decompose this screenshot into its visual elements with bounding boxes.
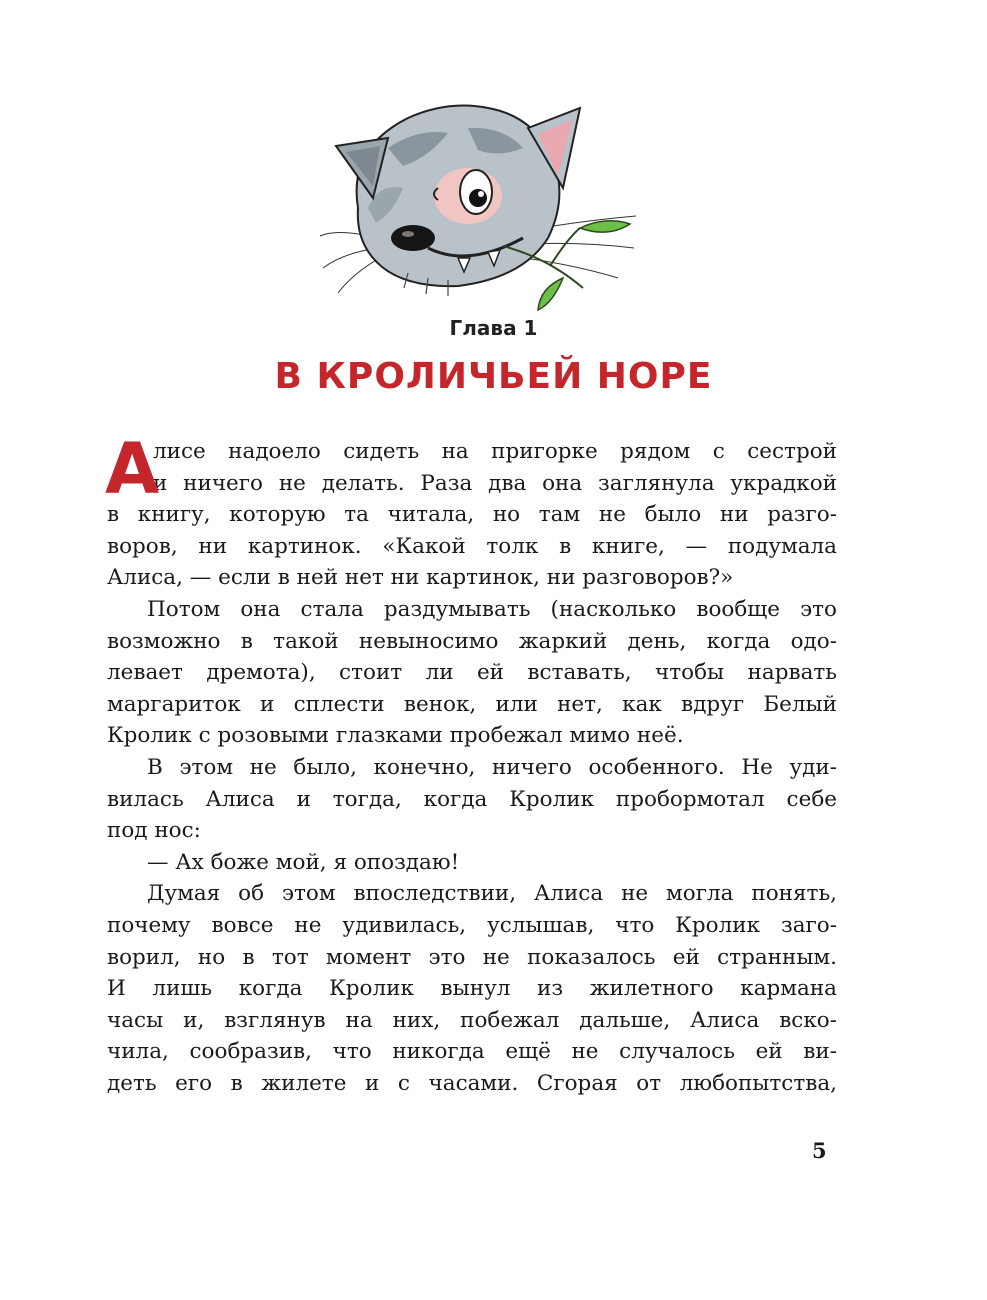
- text-line: Думая об этом впоследствии, Алиса не могла понять,: [147, 881, 837, 907]
- text-line: воров, ни картинок. «Какой толк в книге, — подумала: [107, 533, 837, 559]
- text-line: Алиса, — если в ней нет ни картинок, ни разговоров?»: [107, 565, 734, 591]
- text-line: вилась Алиса и тогда, когда Кролик пробормотал себе: [107, 786, 837, 812]
- text-line: лисе надоело сидеть на пригорке рядом с сестрой: [153, 439, 837, 464]
- text-line: в книгу, которую та читала, но там не было ни разго-: [107, 502, 837, 528]
- chapter-label: Глава 1: [449, 316, 538, 340]
- text-line: И лишь когда Кролик вынул из жилетного кармана: [107, 976, 837, 1002]
- text-line: маргариток и сплести венок, или нет, как вдруг Белый: [107, 691, 837, 717]
- drop-cap: А: [105, 428, 160, 510]
- text-line: ворил, но в тот момент это не показалось ей странным.: [107, 944, 837, 970]
- text-line: почему вовсе не удивилась, услышав, что Кролик заго-: [107, 912, 837, 938]
- text-line: — Ах боже мой, я опоздаю!: [147, 849, 460, 875]
- text-line: деть его в жилете и с часами. Сгорая от любопытства,: [107, 1070, 837, 1096]
- text-line: левает дремота), стоит ли ей вставать, чтобы нарвать: [107, 660, 837, 686]
- cat-illustration: [318, 88, 640, 320]
- text-line: и ничего не делать. Раза два она заглянула украдкой: [153, 470, 837, 496]
- body-text: [105, 428, 837, 1099]
- chapter-title: В КРОЛИЧЬЕЙ НОРЕ: [274, 356, 713, 397]
- text-line: Кролик с розовыми глазками пробежал мимо неё.: [107, 723, 684, 749]
- text-line: чила, сообразив, что никогда ещё не случалось ей ви-: [107, 1039, 837, 1065]
- page-number: 5: [812, 1138, 827, 1163]
- text-line: под нос:: [107, 818, 201, 844]
- text-line: В этом не было, конечно, ничего особенного. Не уди-: [147, 754, 837, 780]
- text-line: часы и, взглянув на них, побежал дальше, Алиса вско-: [107, 1007, 837, 1033]
- text-line: возможно в такой невыносимо жаркий день, когда одо-: [107, 628, 837, 654]
- text-line: Потом она стала раздумывать (насколько вообще это: [147, 596, 837, 622]
